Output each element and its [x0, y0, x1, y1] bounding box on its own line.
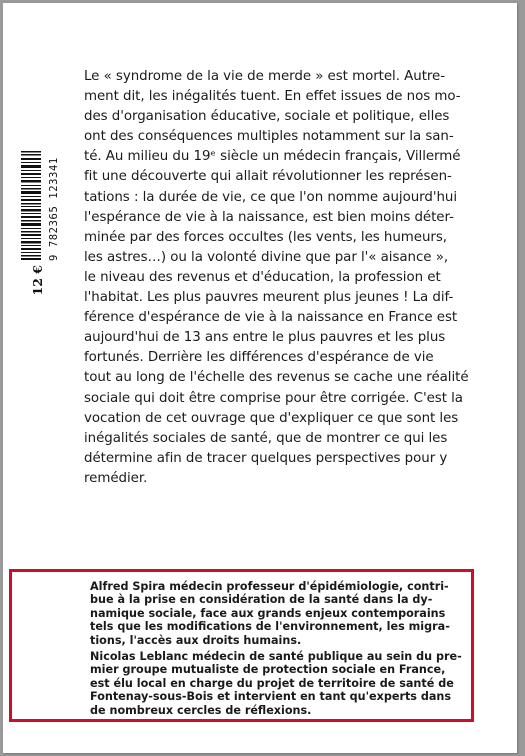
bio-line: Fontenay-sous-Bois et intervient en tant qu'experts dans — [90, 690, 452, 704]
summary-line: té. Au milieu du 19ᵉ siècle un médecin français, Villermé — [84, 149, 461, 165]
author-bio-leblanc — [90, 650, 468, 717]
bio-line: tions, l'accès aux droits humains. — [90, 633, 302, 647]
bio-line: Nicolas Leblanc médecin de santé publique au sein du pre- — [90, 650, 462, 663]
summary-line: le niveau des revenus et d'éducation, la profession et — [84, 269, 441, 285]
back-cover-page — [3, 3, 517, 753]
price-label: 12 € — [30, 265, 45, 296]
isbn-number: 9 782365 123341 — [48, 157, 60, 261]
author-bio-spira — [90, 580, 468, 647]
author-bio-frame — [9, 569, 474, 722]
summary-line: tout au long de l'échelle des revenus se cache une réalité — [84, 370, 469, 386]
bio-line: mier groupe mutualiste de protection sociale en France, — [90, 663, 446, 677]
summary-line: les astres…) ou la volonté divine que par l'« aisance », — [84, 249, 449, 265]
summary-line: des d'organisation éducative, sociale et politique, elles — [84, 109, 450, 125]
summary-line: vocation de cet ouvrage que d'expliquer ce que sont les — [84, 410, 459, 426]
bio-line: namique sociale, face aux grands enjeux contemporains — [90, 606, 446, 620]
summary-line: remédier. — [84, 470, 148, 486]
bio-line: est élu local en charge du projet de territoire de santé de — [90, 676, 454, 690]
summary-line: ment dit, les inégalités tuent. En effet issues de nos mo- — [84, 89, 461, 105]
bio-line: tels que les modifications de l'environnement, les migra- — [90, 620, 450, 634]
summary-line: fit une découverte qui allait révolutionner les représen- — [84, 169, 452, 185]
summary-line: sociale qui doit être comprise pour être corrigée. C'est la — [84, 390, 463, 406]
summary-line: inégalités sociales de santé, que de montrer ce qui les — [84, 430, 448, 446]
summary-line: détermine afin de tracer quelques perspectives pour y — [84, 450, 448, 466]
bio-line: bue à la prise en considération de la santé dans la dy- — [90, 593, 433, 607]
summary-line: l'habitat. Les plus pauvres meurent plus jeunes ! La dif- — [84, 290, 454, 306]
summary-line: minée par des forces occultes (les vents, les humeurs, — [84, 229, 447, 245]
bio-line: Alfred Spira médecin professeur d'épidémiologie, contri- — [90, 580, 449, 593]
barcode-bars — [21, 151, 41, 261]
summary-line: aujourd'hui de 13 ans entre le plus pauvres et les plus — [84, 330, 446, 346]
isbn-barcode — [21, 151, 69, 261]
summary-line: ont des conséquences multiples notamment sur la san- — [84, 129, 454, 145]
summary-line: férence d'espérance de vie à la naissance en France est — [84, 310, 458, 326]
summary-text — [84, 67, 470, 489]
summary-line: fortunés. Derrière les différences d'espérance de vie — [84, 350, 434, 366]
bio-line: de nombreux cercles de réflexions. — [90, 703, 312, 717]
summary-line: Le « syndrome de la vie de merde » est mortel. Autre- — [84, 69, 446, 84]
summary-line: l'espérance de vie à la naissance, est bien moins déter- — [84, 209, 454, 225]
summary-line: tations : la durée de vie, ce que l'on nomme aujourd'hui — [84, 189, 457, 205]
